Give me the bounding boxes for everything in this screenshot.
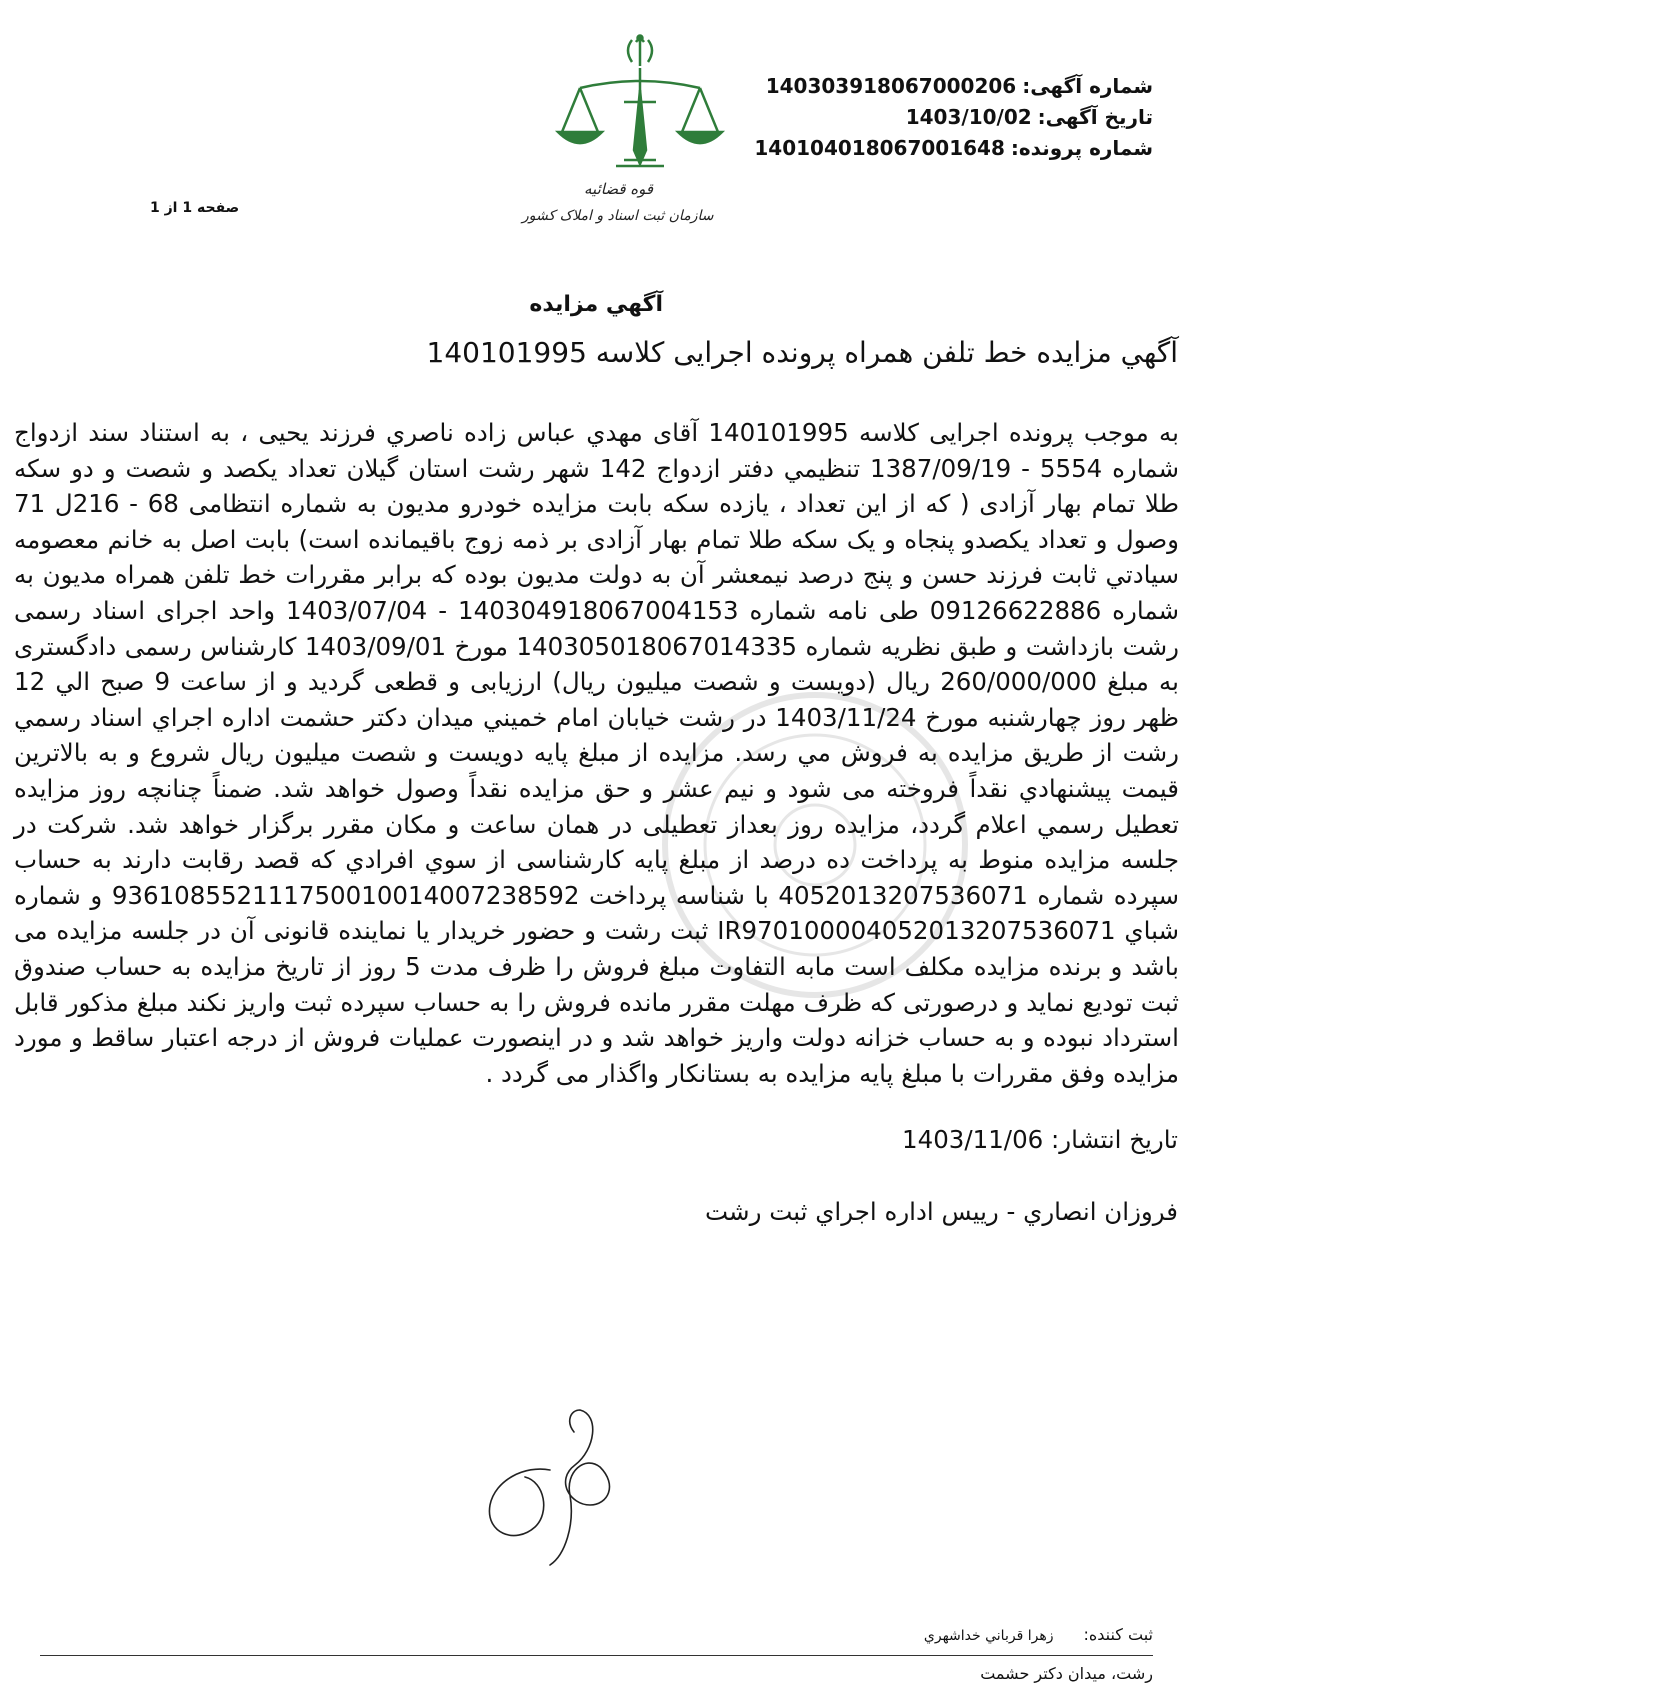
notice-meta [766, 72, 1153, 100]
iran-judiciary-emblem-icon [540, 30, 740, 180]
registrar-label: ثبت كننده: [1083, 1625, 1153, 1644]
case-number-meta [754, 134, 1153, 162]
judiciary-text: قوه قضائیه [584, 180, 654, 198]
case-number-label: شماره پرونده: [1010, 136, 1153, 160]
registrar [924, 1625, 1153, 1644]
page-info: صفحه 1 از 1 [150, 200, 240, 216]
handwritten-signature-icon [470, 1400, 670, 1570]
notice-date-meta [906, 103, 1153, 131]
notice-body: به موجب پرونده اجرايی كلاسه 140101995 آقای مهدي عباس زاده ناصري فرزند يحيی ، به استناد سند ازدواج شماره 5554 - 1387/09/19 تنظيمي دفتر ازدواج 142 شهر رشت استان گيلان تعداد يكصد و شصت و دو سكه طلا تمام بهار آزادی ( كه از اين تعداد ، يازده سكه بابت مزايده خودرو مديون به شماره انتظامی 68 - 216ل 71 وصول و تعداد يكصدو پنجاه و يک سكه طلا تمام بهار آزادی بر ذمه زوج باقيمانده است) بابت اصل به خانم معصومه سيادتي ثابت فرزند حسن و پنج درصد نيمعشر آن به دولت مديون بوده كه برابر مقررات خط تلفن همراه مديون به شماره 09126622886 طی نامه شماره 140304918067004153 - 1403/07/04 واحد اجرای اسناد رسمی رشت بازداشت و طبق نظريه شماره 140305018067014335 مورخ 1403/09/01 كارشناس رسمی دادگستری به مبلغ 260/000/000 ريال (دويست و شصت ميليون ريال) ارزيابی و قطعی گرديد و از ساعت 9 صبح الي 12 ظهر روز چهارشنبه مورخ 1403/11/24 در رشت خيابان امام خميني ميدان دكتر حشمت اداره اجراي اسناد رسمي رشت از طريق مزايده به فروش مي رسد. مزايده از مبلغ پايه دويست و شصت ميليون ريال شروع و به بالاترين قيمت پيشنهادي نقداً فروخته می شود و نيم عشر و حق مزايده نقداً وصول خواهد شد. ضمناً چنانچه روز مزايده تعطيل رسمي اعلام گردد، مزايده روز بعداز تعطيلی در همان ساعت و مكان مقرر برگزار خواهد شد. شركت در جلسه مزايده منوط به پرداخت ده درصد از مبلغ پايه كارشناسی از سوي افرادي كه قصد رقابت دارند به حساب سپرده شماره 4052013207536071 با شناسه پرداخت 936108552111750010014007238592 و شماره شباي IR970100004052013207536071 ثبت رشت و حضور خريدار يا نماينده قانونی آن در جلسه مزايده می باشد و برنده مزايده مكلف است مابه التفاوت مبلغ فروش را ظرف مدت 5 روز از تاريخ مزايده به حساب صندوق ثبت توديع نمايد و درصورتی كه ظرف مهلت مقرر مانده فروش را به حساب سپرده ثبت واريز نكند مبلغ مذكور قابل استرداد نبوده و به حساب خزانه دولت واريز خواهد شد و در اينصورت عمليات فروش از درجه اعتبار ساقط و مورد مزايده وفق مقررات با مبلغ پايه مزايده به بستانكار واگذار می گردد . [14, 418, 1180, 1088]
notice-number: 140303918067000206 [765, 74, 1017, 98]
address: رشت، ميدان دكتر حشمت [980, 1664, 1153, 1683]
notice-date: 1403/10/02 [905, 105, 1032, 129]
org-text: سازمان ثبت اسناد و املاک کشور [522, 208, 714, 224]
judiciary-emblem [522, 30, 740, 235]
publication-date: تاريخ انتشار: 1403/11/06 [902, 1125, 1178, 1154]
notice-date-label: تاریخ آگهی: [1037, 105, 1153, 129]
notice-number-label: شماره آگهی: [1022, 74, 1153, 98]
page-title: آگهي مزايده [529, 292, 663, 317]
page-subtitle: آگهي مزايده خط تلفن همراه پرونده اجرايی كلاسه 140101995 [426, 336, 1178, 369]
footer-divider [40, 1655, 1153, 1656]
signer-name: فروزان انصاري - رييس اداره اجراي ثبت رشت [704, 1197, 1178, 1226]
case-number: 140104018067001648 [754, 136, 1005, 160]
registrar-name: زهرا قرباني خداشهري [923, 1628, 1054, 1644]
